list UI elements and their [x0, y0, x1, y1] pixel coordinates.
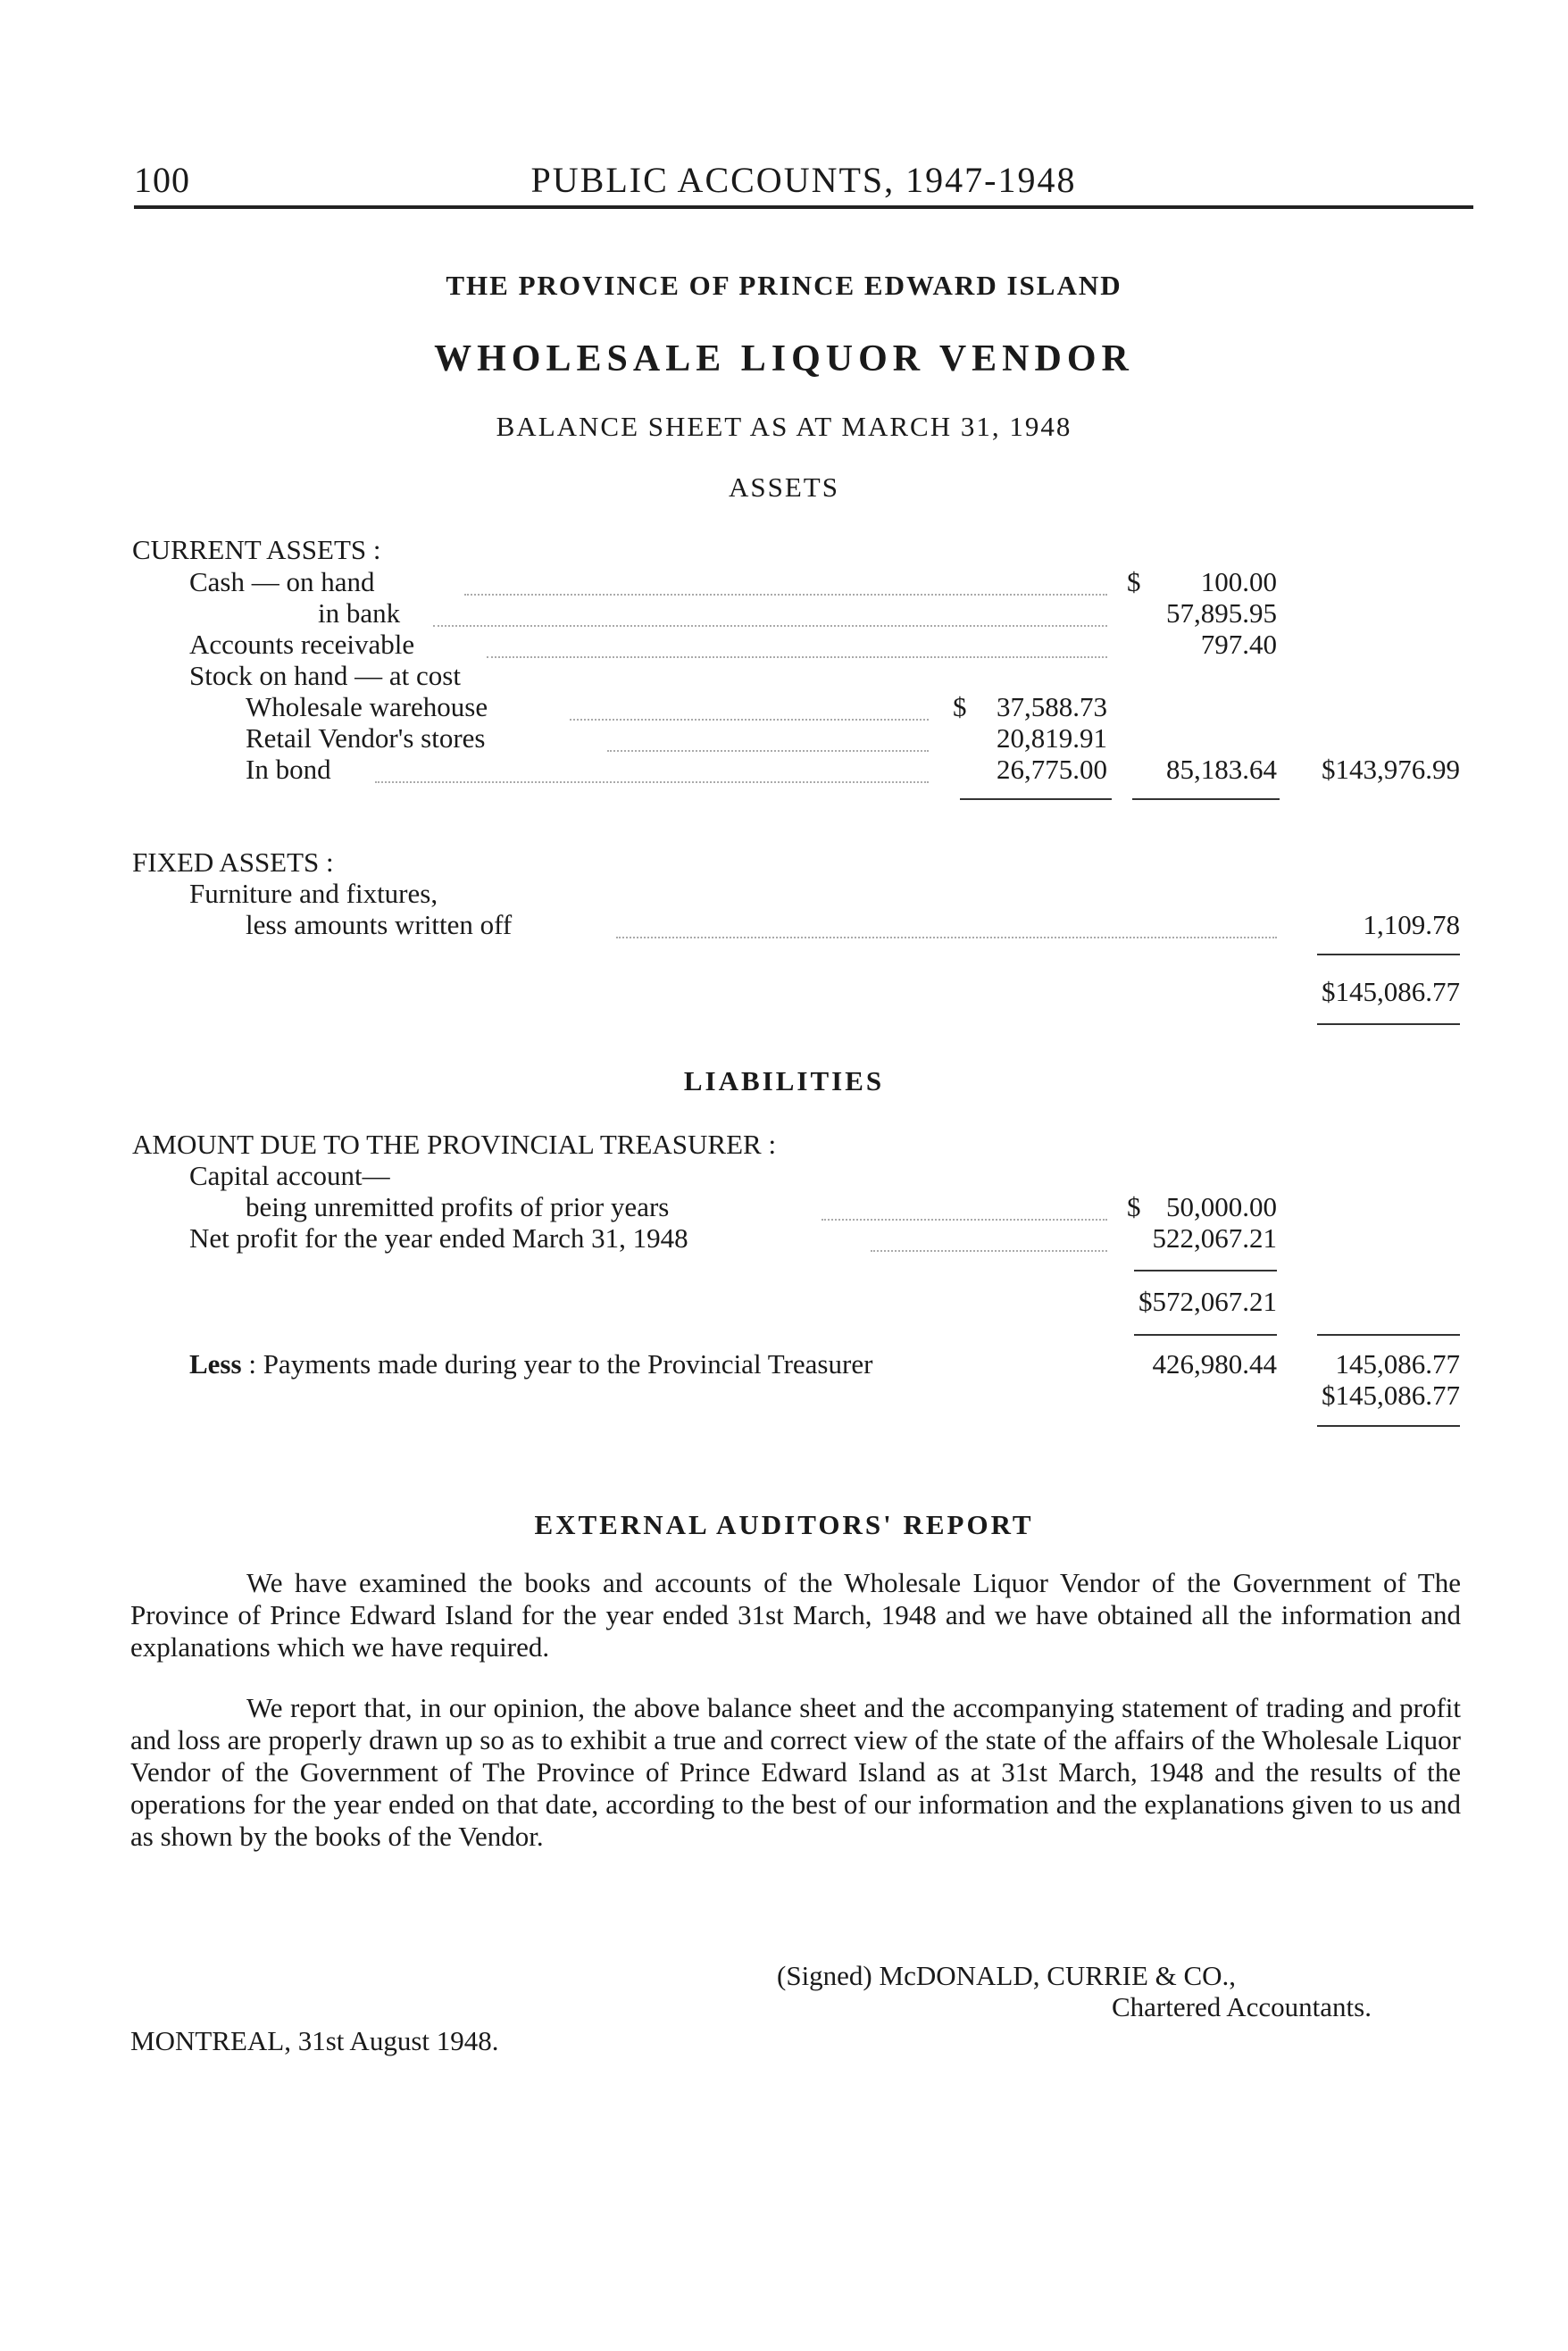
province-title: THE PROVINCE OF PRINCE EDWARD ISLAND — [446, 270, 1122, 301]
stock-heading-row — [0, 660, 1568, 696]
fixed-assets-heading: FIXED ASSETS : — [132, 846, 334, 878]
cash-on-hand-label: Cash — on hand — [189, 566, 375, 597]
stock-total-amount: 85,183.64 — [1166, 754, 1277, 785]
place-and-date: MONTREAL, 31st August 1948. — [130, 2025, 499, 2056]
net-due-amount: 145,086.77 — [1335, 1348, 1460, 1380]
capital-row-2 — [0, 1191, 1568, 1227]
in-bond-label: In bond — [246, 754, 331, 785]
accounts-receivable-label: Accounts receivable — [189, 629, 415, 660]
current-assets-heading: CURRENT ASSETS : — [132, 534, 381, 565]
fixed-assets-heading-row — [0, 846, 1568, 882]
retail-stores-label: Retail Vendor's stores — [246, 722, 486, 754]
subtotal-row — [0, 1286, 1568, 1321]
dollar-sign: $ — [953, 691, 967, 722]
in-bond-row — [0, 754, 1568, 789]
running-header — [134, 159, 1473, 204]
sum-rule — [960, 798, 1112, 800]
liabilities-total-row — [0, 1380, 1568, 1415]
stock-heading: Stock on hand — at cost — [189, 660, 461, 691]
net-profit-amount: 522,067.21 — [1152, 1222, 1277, 1254]
total-rule — [1317, 1425, 1460, 1427]
furniture-label-1: Furniture and fixtures, — [189, 878, 438, 909]
sum-rule — [1317, 1334, 1460, 1336]
capital-row-1 — [0, 1160, 1568, 1196]
entity-title: WHOLESALE LIQUOR VENDOR — [434, 338, 1134, 379]
payments-text: : Payments made during year to the Provincial Treasurer — [241, 1348, 873, 1380]
payments-amount: 426,980.44 — [1152, 1348, 1277, 1380]
cash-on-hand-row — [0, 566, 1568, 602]
assets-grand-total: $145,086.77 — [1322, 976, 1460, 1007]
wholesale-warehouse-row — [0, 691, 1568, 727]
auditors-report-heading: EXTERNAL AUDITORS' REPORT — [534, 1509, 1034, 1540]
net-profit-label: Net profit for the year ended March 31, 1948 — [189, 1222, 688, 1254]
accounts-receivable-amount: 797.40 — [1200, 629, 1277, 660]
sum-rule — [1317, 954, 1460, 955]
signature-line: (Signed) McDONALD, CURRIE & CO., — [777, 1960, 1237, 1991]
capital-label-1: Capital account— — [189, 1160, 390, 1191]
cash-in-bank-row — [0, 597, 1568, 633]
liabilities-total: $145,086.77 — [1322, 1380, 1460, 1411]
report-paragraph-2: We report that, in our opinion, the above balance sheet and the accompanying statement of trading and profit and loss are properly drawn up so as to exhibit a true and correct view of the state of the affairs of the Wholesale Liquor Vendor of the Government of The Province of Prince Edward Island as at 31st March, 1948 and the results of the operations for the year ended on that date, according to the best of our information and the explanations given to us and as shown by the books of the Vendor. — [130, 1692, 1461, 1852]
cash-in-bank-label: in bank — [318, 597, 401, 629]
treasurer-heading-row — [0, 1129, 1568, 1164]
wholesale-warehouse-amount: 37,588.73 — [997, 691, 1107, 722]
statement-title: BALANCE SHEET AS AT MARCH 31, 1948 — [496, 411, 1072, 442]
accounts-receivable-row — [0, 629, 1568, 664]
current-assets-heading-row — [0, 534, 1568, 570]
retail-stores-amount: 20,819.91 — [997, 722, 1107, 754]
current-assets-total: $143,976.99 — [1322, 754, 1460, 785]
grand-total-row — [0, 976, 1568, 1012]
dollar-sign: $ — [1127, 1191, 1141, 1222]
net-profit-row — [0, 1222, 1568, 1258]
furniture-row-2 — [0, 909, 1568, 945]
wholesale-warehouse-label: Wholesale warehouse — [246, 691, 488, 722]
total-rule — [1317, 1023, 1460, 1025]
liabilities-heading: LIABILITIES — [683, 1065, 885, 1096]
treasurer-heading: AMOUNT DUE TO THE PROVINCIAL TREASURER : — [132, 1129, 777, 1160]
furniture-label-2: less amounts written off — [246, 909, 513, 940]
furniture-row-1 — [0, 878, 1568, 913]
running-title: PUBLIC ACCOUNTS, 1947-1948 — [530, 160, 1077, 200]
header-rule — [134, 205, 1473, 209]
capital-label-2: being unremitted profits of prior years — [246, 1191, 670, 1222]
dollar-sign: $ — [1127, 566, 1141, 597]
furniture-amount: 1,109.78 — [1363, 909, 1460, 940]
less-word: Less — [189, 1348, 242, 1380]
in-bond-amount: 26,775.00 — [997, 754, 1107, 785]
signature-title: Chartered Accountants. — [1112, 1991, 1372, 2022]
sum-rule — [1134, 1334, 1277, 1336]
report-paragraph-1: We have examined the books and accounts of the Wholesale Liquor Vendor of the Government of The Province of Prince Edward Island for the year ended 31st March, 1948 and we have obtained all the information and explanations which we have required. — [130, 1567, 1461, 1663]
assets-heading: ASSETS — [729, 471, 839, 503]
page-number: 100 — [134, 160, 190, 200]
sum-rule — [1132, 798, 1280, 800]
liabilities-subtotal: $572,067.21 — [1138, 1286, 1277, 1317]
cash-in-bank-amount: 57,895.95 — [1166, 597, 1277, 629]
payments-row — [0, 1348, 1568, 1384]
sum-rule — [1134, 1270, 1277, 1271]
cash-on-hand-amount: 100.00 — [1200, 566, 1277, 597]
retail-stores-row — [0, 722, 1568, 758]
capital-amount: 50,000.00 — [1166, 1191, 1277, 1222]
